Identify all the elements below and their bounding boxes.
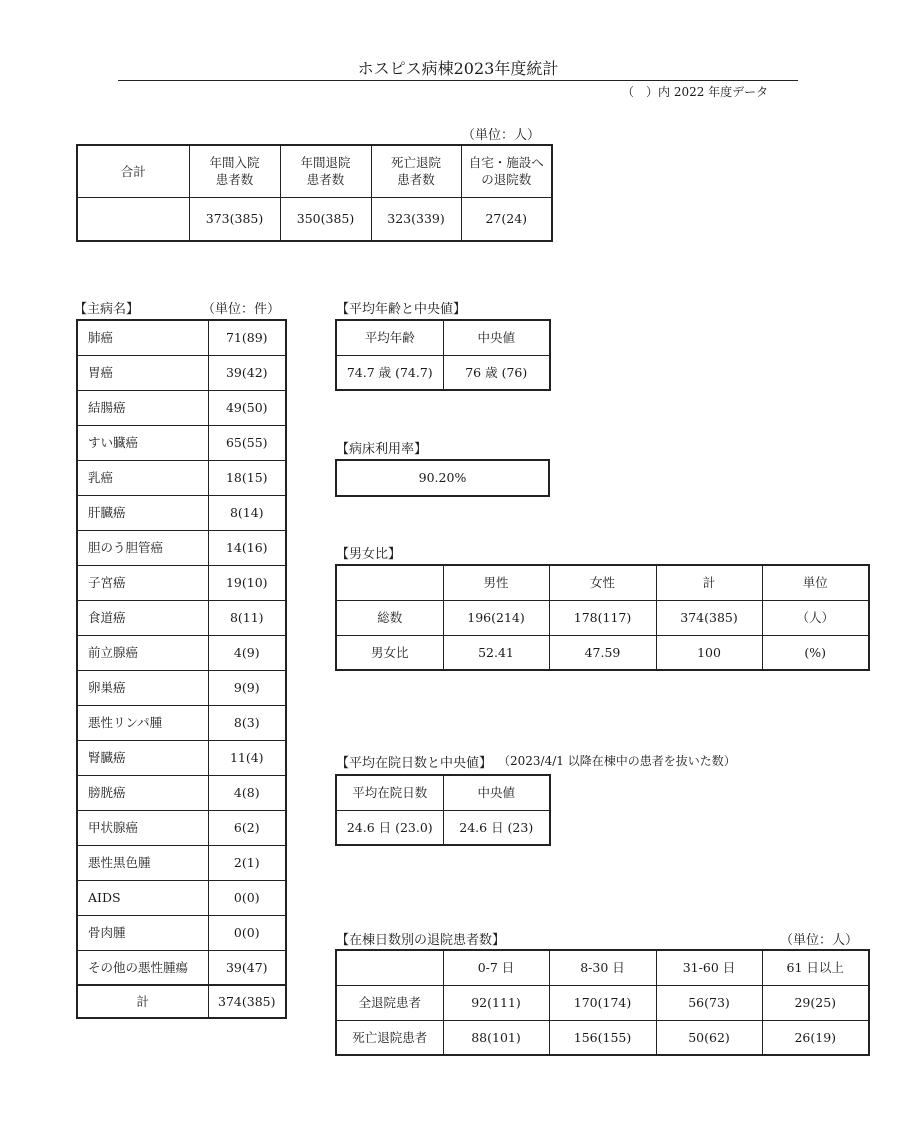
stay-header-cell: 平均在院日数 [336, 775, 443, 810]
disease-total-value: 374(385) [208, 985, 286, 1018]
gender-cell: 178(117) [549, 600, 656, 635]
stay-note: （2023/4/1 以降在棟中の患者を抜いた数） [498, 754, 736, 768]
discharge-cell: 88(101) [443, 1020, 549, 1055]
disease-count: 0(0) [208, 915, 286, 950]
gender-header-cell: 男性 [443, 565, 549, 600]
disease-name: 肺癌 [77, 320, 208, 355]
gender-cell: (%) [762, 635, 869, 670]
disease-name: 乳癌 [77, 460, 208, 495]
disease-count: 71(89) [208, 320, 286, 355]
summary-empty-cell [77, 197, 189, 241]
discharge-cell: 170(174) [549, 985, 656, 1020]
discharge-cell: 92(111) [443, 985, 549, 1020]
gender-header-cell [336, 565, 443, 600]
discharge-header-cell: 61 日以上 [762, 950, 869, 985]
discharge-row-label: 死亡退院患者 [336, 1020, 443, 1055]
gender-header-cell: 女性 [549, 565, 656, 600]
disease-count: 19(10) [208, 565, 286, 600]
summary-table [76, 144, 553, 242]
gender-cell: 374(385) [656, 600, 762, 635]
disease-count: 9(9) [208, 670, 286, 705]
age-mean-value: 74.7 歳 (74.7) [336, 355, 443, 390]
diseases-unit: （単位：件） [202, 302, 281, 317]
gender-row-label: 男女比 [336, 635, 443, 670]
age-table [335, 319, 551, 391]
discharge-header-cell [336, 950, 443, 985]
disease-name: その他の悪性腫瘍 [77, 950, 208, 985]
discharge-cell: 50(62) [656, 1020, 762, 1055]
disease-name: 甲状腺癌 [77, 810, 208, 845]
summary-header-cell: 死亡退院 患者数 [371, 145, 461, 197]
stay-median-value: 24.6 日 (23) [443, 810, 550, 845]
stay-header-cell: 中央値 [443, 775, 550, 810]
gender-row-label: 総数 [336, 600, 443, 635]
disease-name: 食道癌 [77, 600, 208, 635]
gender-cell: 47.59 [549, 635, 656, 670]
age-median-value: 76 歳 (76) [443, 355, 550, 390]
disease-count: 0(0) [208, 880, 286, 915]
discharge-cell: 26(19) [762, 1020, 869, 1055]
disease-count: 4(8) [208, 775, 286, 810]
diseases-heading: 【主病名】 [74, 302, 140, 317]
disease-count: 8(3) [208, 705, 286, 740]
gender-cell: （人） [762, 600, 869, 635]
stay-mean-value: 24.6 日 (23.0) [336, 810, 443, 845]
disease-name: すい臓癌 [77, 425, 208, 460]
summary-value-cell: 27(24) [461, 197, 552, 241]
disease-name: 骨肉腫 [77, 915, 208, 950]
age-header-cell: 中央値 [443, 320, 550, 355]
summary-value-cell: 323(339) [371, 197, 461, 241]
page-title: ホスピス病棟2023年度統計 [118, 58, 798, 81]
diseases-table [76, 319, 287, 1019]
discharge-unit: （単位：人） [780, 933, 859, 948]
disease-name: 子宮癌 [77, 565, 208, 600]
disease-name: 結腸癌 [77, 390, 208, 425]
stay-table [335, 774, 551, 846]
summary-value-cell: 350(385) [280, 197, 371, 241]
discharge-cell: 29(25) [762, 985, 869, 1020]
summary-header-cell: 年間退院 患者数 [280, 145, 371, 197]
gender-heading: 【男女比】 [336, 547, 402, 562]
discharge-header-cell: 8-30 日 [549, 950, 656, 985]
gender-table [335, 564, 870, 671]
disease-count: 39(47) [208, 950, 286, 985]
disease-count: 8(14) [208, 495, 286, 530]
summary-header-cell: 自宅・施設へ の退院数 [461, 145, 552, 197]
gender-cell: 100 [656, 635, 762, 670]
gender-cell: 52.41 [443, 635, 549, 670]
disease-count: 39(42) [208, 355, 286, 390]
disease-name: 悪性リンパ腫 [77, 705, 208, 740]
gender-header-cell: 計 [656, 565, 762, 600]
bed-rate-heading: 【病床利用率】 [336, 442, 428, 457]
prev-year-note: （ ）内 2022 年度データ [622, 85, 769, 99]
disease-name: 悪性黒色腫 [77, 845, 208, 880]
stay-heading: 【平均在院日数と中央値】 [336, 756, 493, 771]
disease-name: 胃癌 [77, 355, 208, 390]
disease-count: 18(15) [208, 460, 286, 495]
gender-cell: 196(214) [443, 600, 549, 635]
disease-count: 2(1) [208, 845, 286, 880]
summary-value-cell: 373(385) [189, 197, 280, 241]
disease-name: 卵巣癌 [77, 670, 208, 705]
disease-count: 49(50) [208, 390, 286, 425]
discharge-table [335, 949, 870, 1056]
disease-count: 14(16) [208, 530, 286, 565]
disease-total-label: 計 [77, 985, 208, 1018]
disease-name: 肝臓癌 [77, 495, 208, 530]
discharge-heading: 【在棟日数別の退院患者数】 [336, 933, 506, 948]
summary-row-label: 合計 [77, 145, 189, 197]
disease-count: 4(9) [208, 635, 286, 670]
bed-rate-value: 90.20% [335, 459, 550, 497]
summary-unit: （単位：人） [462, 128, 541, 143]
summary-header-cell: 年間入院 患者数 [189, 145, 280, 197]
age-heading: 【平均年齢と中央値】 [336, 302, 467, 317]
disease-count: 65(55) [208, 425, 286, 460]
discharge-cell: 56(73) [656, 985, 762, 1020]
disease-name: 腎臓癌 [77, 740, 208, 775]
disease-name: 前立腺癌 [77, 635, 208, 670]
disease-name: 膀胱癌 [77, 775, 208, 810]
discharge-header-cell: 0-7 日 [443, 950, 549, 985]
disease-name: AIDS [77, 880, 208, 915]
disease-count: 11(4) [208, 740, 286, 775]
discharge-cell: 156(155) [549, 1020, 656, 1055]
disease-name: 胆のう胆管癌 [77, 530, 208, 565]
disease-count: 8(11) [208, 600, 286, 635]
discharge-header-cell: 31-60 日 [656, 950, 762, 985]
gender-header-cell: 単位 [762, 565, 869, 600]
disease-count: 6(2) [208, 810, 286, 845]
discharge-row-label: 全退院患者 [336, 985, 443, 1020]
age-header-cell: 平均年齢 [336, 320, 443, 355]
